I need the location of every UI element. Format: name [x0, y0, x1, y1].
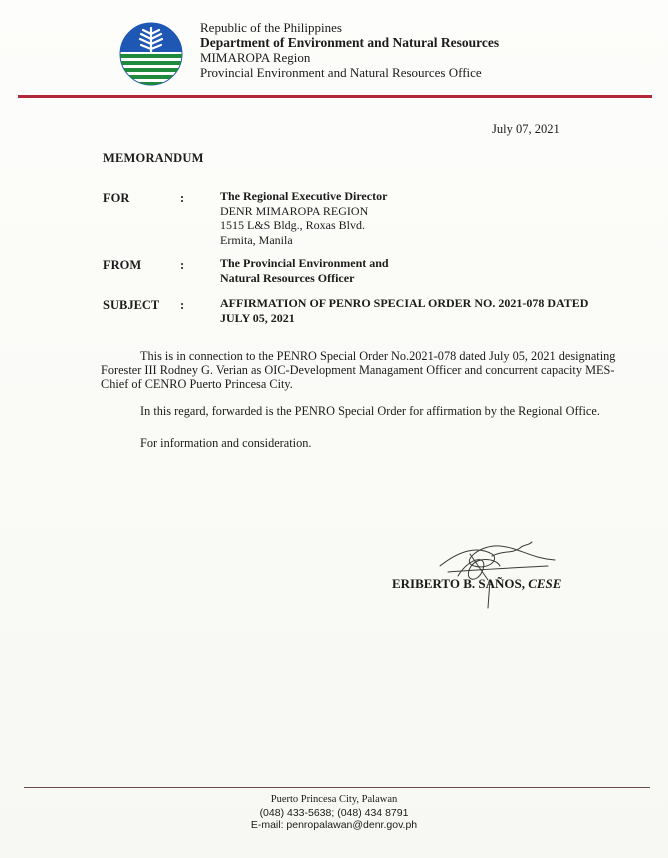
subject-line: AFFIRMATION OF PENRO SPECIAL ORDER NO. 2021-078 DATED — [220, 296, 589, 310]
signatory-suffix: CESE — [524, 576, 562, 591]
from-sender — [220, 256, 389, 285]
memo-date: July 07, 2021 — [492, 122, 560, 136]
for-recipient — [220, 189, 387, 247]
footer-phone: (048) 433-5638; (048) 434 8791 — [259, 807, 409, 819]
for-colon: : — [180, 191, 185, 205]
body-paragraph-line: Chief of CENRO Puerto Princesa City. — [101, 377, 293, 391]
subject-line: JULY 05, 2021 — [220, 310, 295, 325]
republic-line: Republic of the Philippines — [200, 20, 342, 35]
footer-email: E-mail: penropalawan@denr.gov.ph — [250, 819, 418, 831]
body-paragraph-line: Forester III Rodney G. Verian as OIC-Development Managament Officer and concurrent capacity MES- — [101, 363, 615, 377]
for-line: DENR MIMAROPA REGION — [220, 203, 369, 218]
for-label: FOR — [103, 191, 130, 205]
department-name: Department of Environment and Natural Resources — [200, 35, 500, 50]
for-line: The Regional Executive Director — [220, 189, 388, 203]
subject-label: SUBJECT — [103, 298, 160, 312]
subject-text — [220, 296, 588, 325]
denr-logo-icon — [119, 22, 183, 86]
body-paragraph-2: In this regard, forwarded is the PENRO Special Order for affirmation by the Regional Office. — [140, 404, 600, 418]
office-line: Provincial Environment and Natural Resources Office — [200, 65, 482, 80]
subject-colon: : — [180, 298, 185, 312]
from-line: Natural Resources Officer — [220, 270, 355, 285]
body-paragraph-3: For information and consideration. — [140, 436, 312, 450]
from-colon: : — [180, 258, 185, 272]
memo-title: MEMORANDUM — [103, 151, 204, 165]
region-line: MIMAROPA Region — [200, 50, 311, 65]
header-divider — [18, 95, 652, 98]
from-label: FROM — [103, 258, 142, 272]
letterhead — [200, 20, 499, 80]
for-line: Ermita, Manila — [220, 232, 293, 247]
from-line: The Provincial Environment and — [220, 256, 389, 270]
body-paragraph-line: This is in connection to the PENRO Special Order No.2021-078 dated July 05, 2021 designating — [140, 349, 616, 363]
footer-city: Puerto Princesa City, Palawan — [270, 794, 398, 805]
signatory-name — [392, 576, 561, 592]
for-line: 1515 L&S Bldg., Roxas Blvd. — [220, 218, 366, 232]
signatory-name-text: ERIBERTO B. SAÑOS, — [392, 576, 525, 591]
footer-divider — [24, 787, 650, 788]
